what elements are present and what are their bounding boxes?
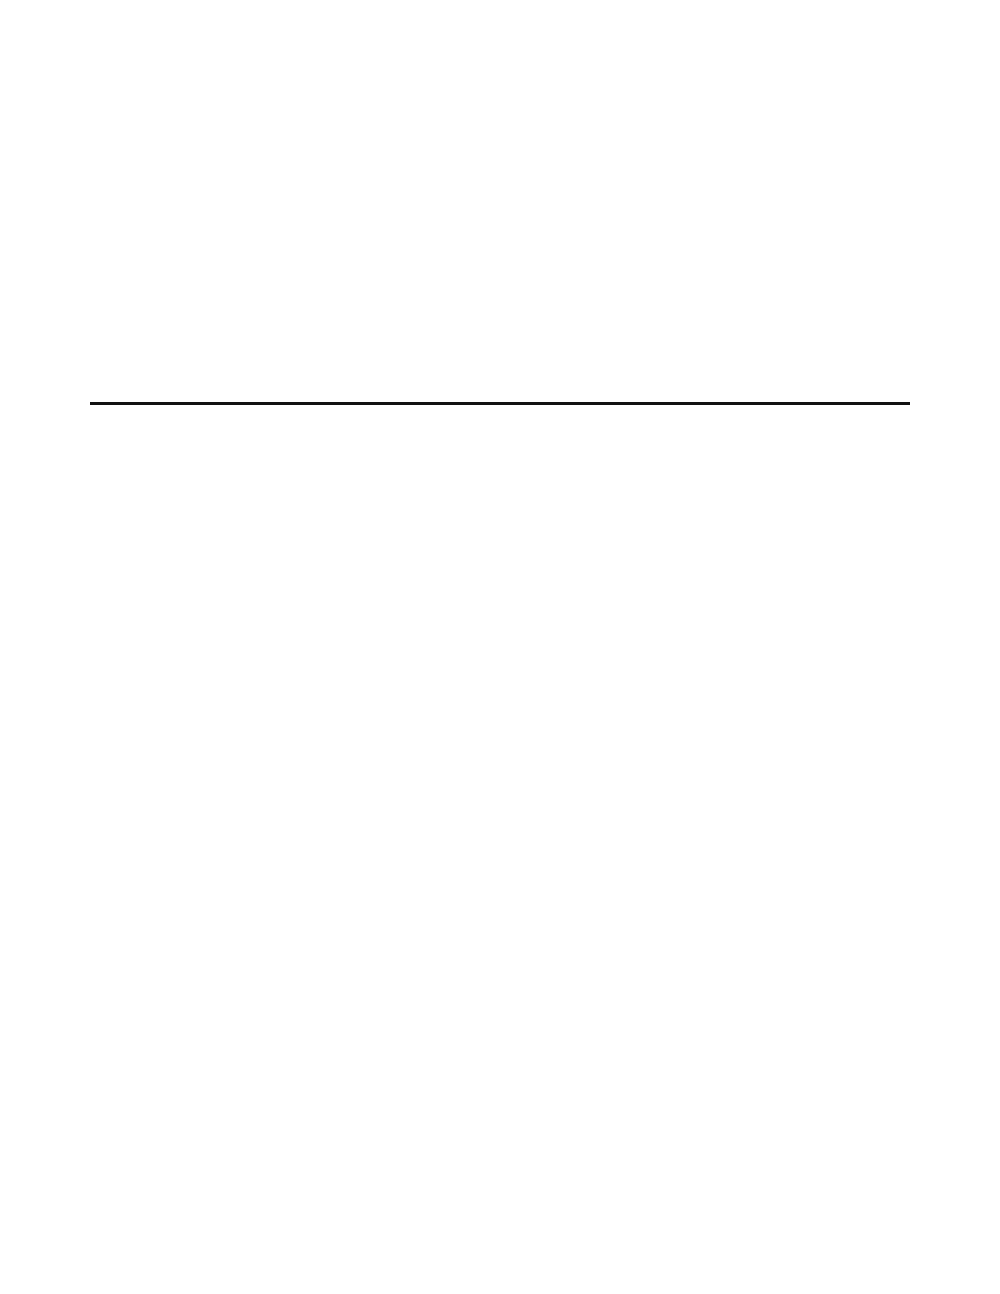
liveworksheets-brand[interactable]	[960, 1262, 986, 1284]
answer-line[interactable]	[90, 402, 910, 405]
liveworksheets-logo-icon	[960, 1262, 982, 1284]
